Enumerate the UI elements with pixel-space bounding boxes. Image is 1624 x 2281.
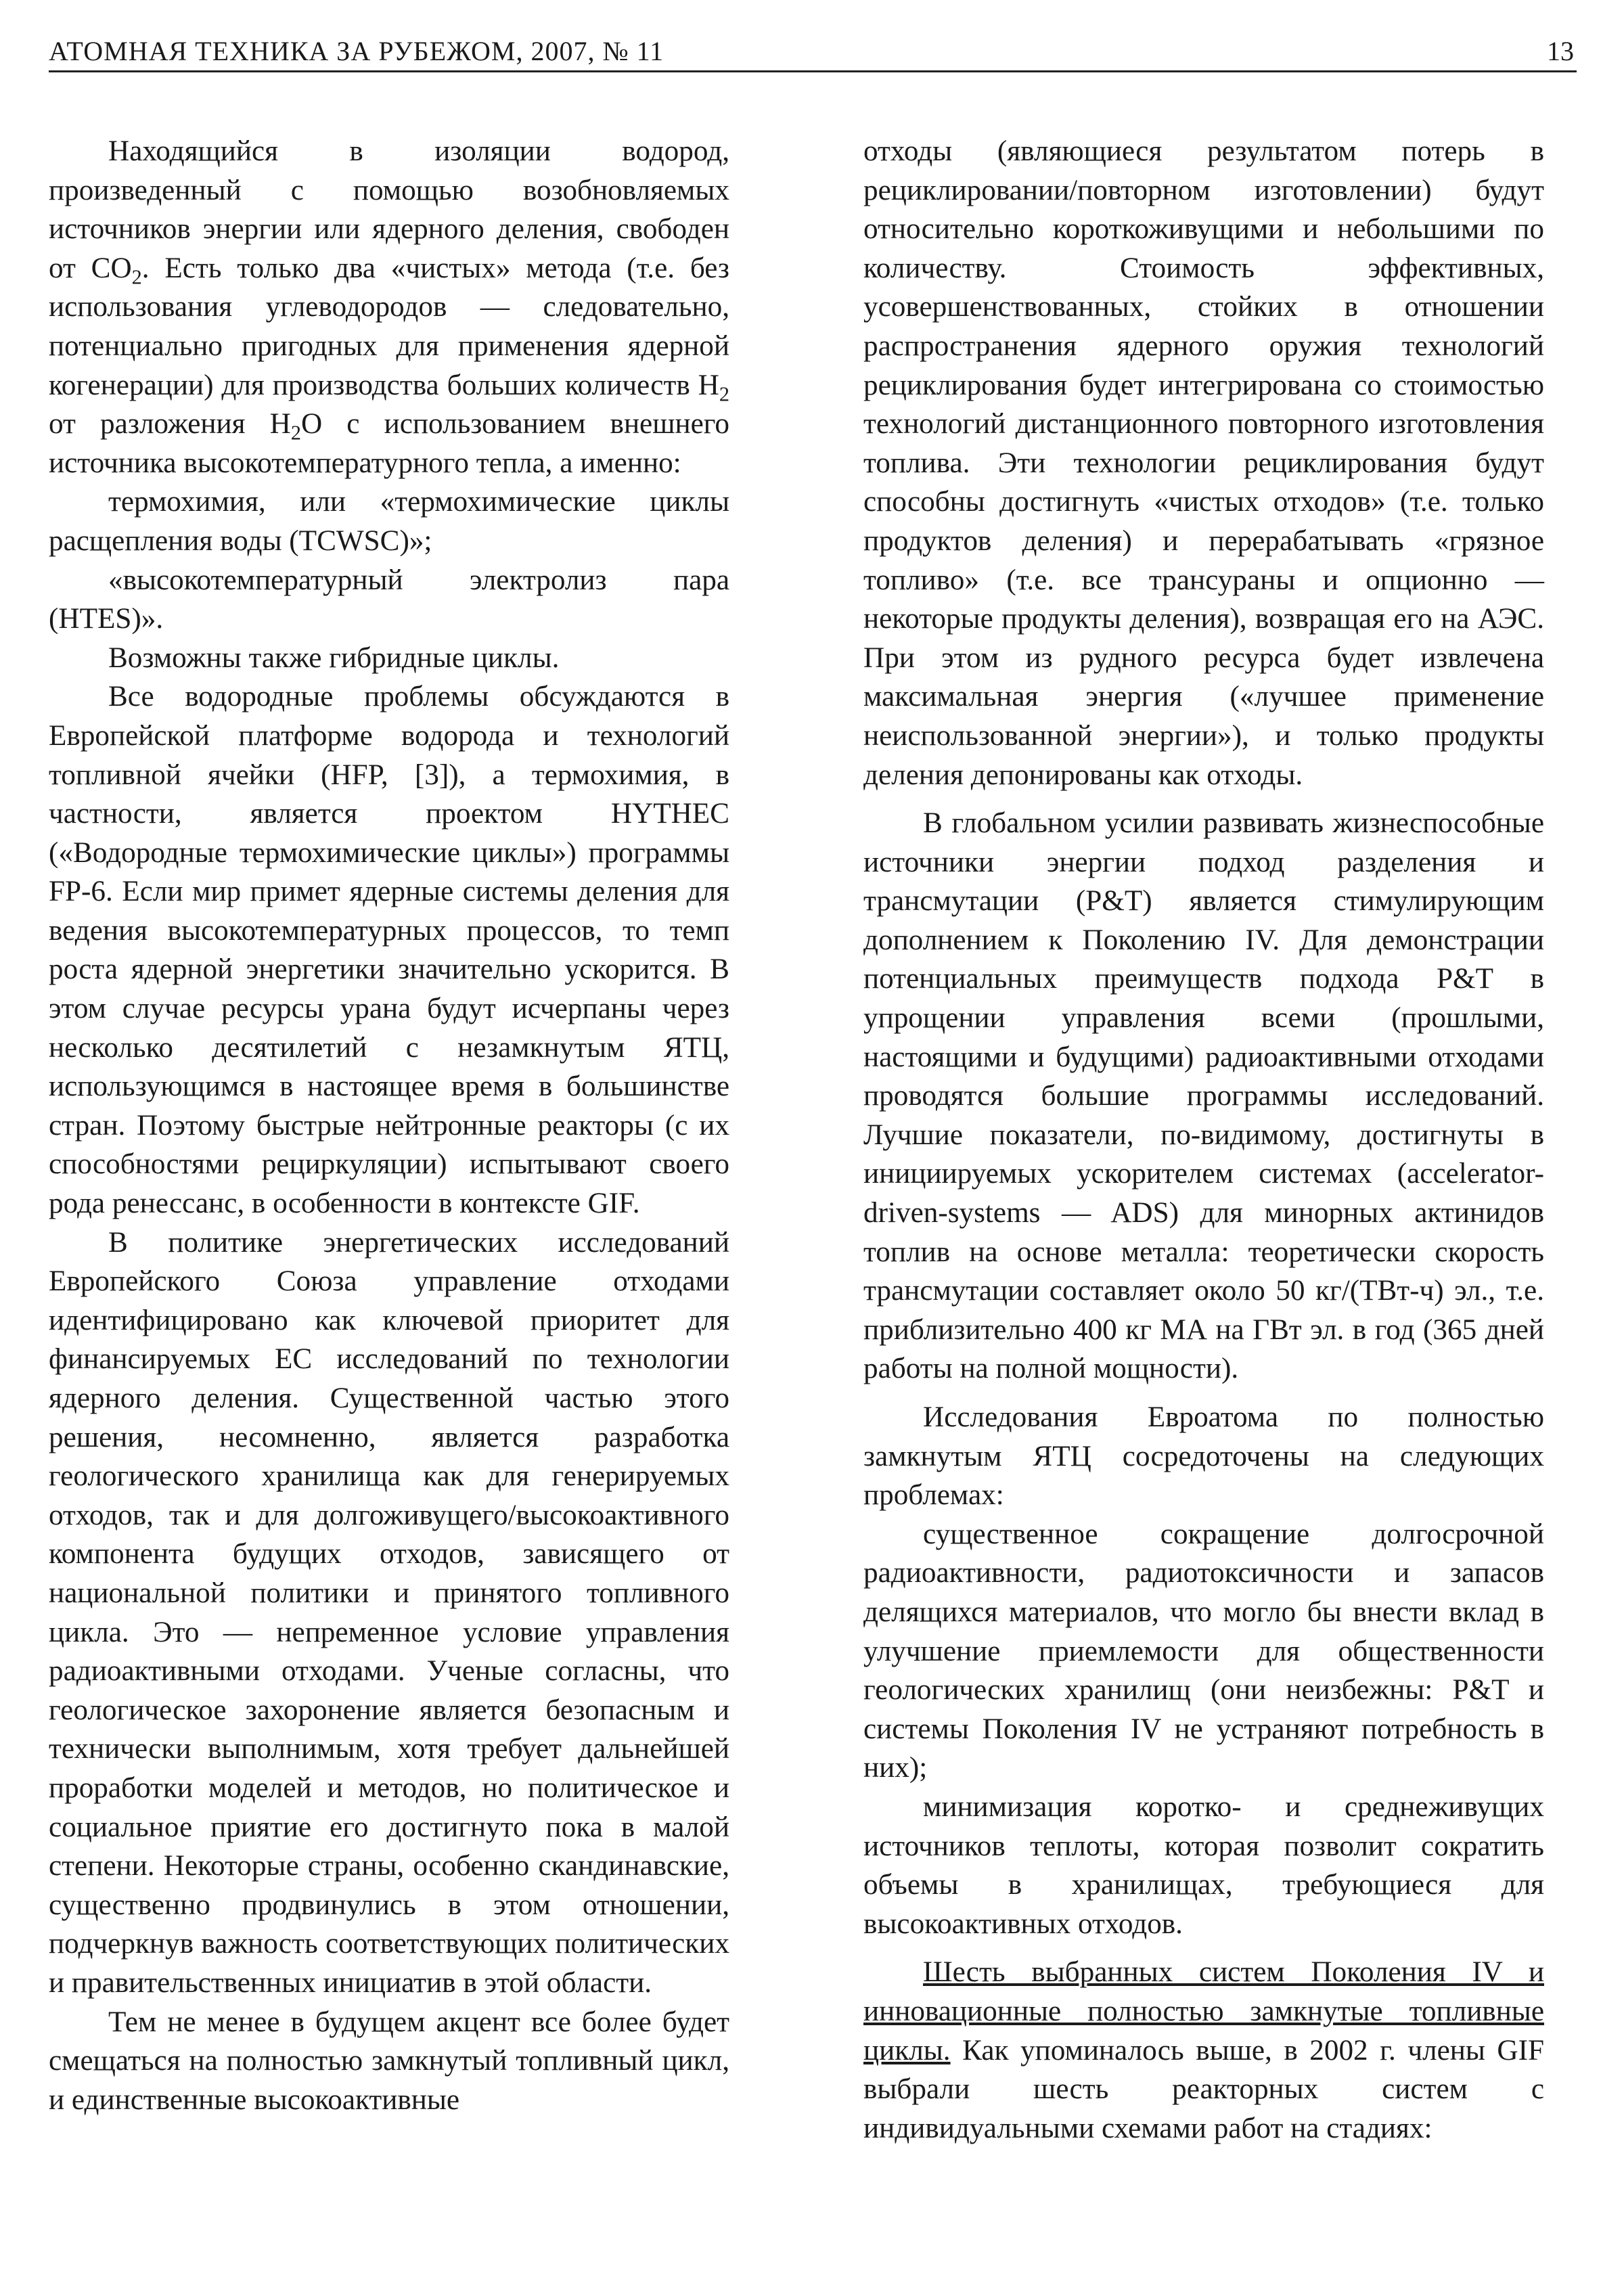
paragraph: В глобальном усилии развивать жизнеспособные источники энергии подход разделения и трансмутации (P&T) является стимулирующим дополнением к Поколению IV. Для демонстрации потенциальных преимуществ подхода P&T в упрощении управления всеми (прошлыми, настоящими и будущими) радиоактивными отходами проводятся большие программы исследований. Лучшие показатели, по-видимому, достигнуты в инициируемых ускорителем системах (accelerator-driven-systems — ADS) для минорных актинидов топлив на основе металла: теоретически скорость трансмутации составляет около 50 кг/(ТВт-ч) эл., т.е. приблизительно 400 кг МА на ГВт эл. в год (365 дней работы на полной мощности). (863, 807, 1544, 1385)
paragraph: существенное сокращение долгосрочной радиоактивности, радиотоксичности и запасов делящихся материалов, что могло бы внести вклад в улучшение приемлемости для общественности геологических хранилищ (они неизбежны: P&T и системы Поколения IV не устраняют потребность в них); (863, 1518, 1544, 1784)
paragraph: минимизация коротко- и среднеживущих источников теплоты, которая позволит сократить объемы в хранилищах, требующиеся для высокоактивных отходов. (863, 1790, 1544, 1940)
paragraph: «высокотемпературный электролиз пара (HTES)». (49, 564, 729, 635)
paragraph: Исследования Евроатома по полностью замкнутым ЯТЦ сосредоточены на следующих проблемах: (863, 1401, 1544, 1512)
paragraph: отходы (являющиеся результатом потерь в рециклировании/повторном изготовлении) будут относительно короткоживущими и небольшими по количеству. Стоимость эффективных, усовершенствованных, стойких в отношении распространения ядерного оружия технологий рециклирования будет интегрирована со стоимостью технологий дистанционного повторного изготовления топлива. Эти технологии рециклирования будут способны достигнуть «чистых отходов» (т.е. только продуктов деления) и перерабатывать «грязное топливо» (т.е. все трансураны и опционно — некоторые продукты деления), возвращая его на АЭС. При этом из рудного ресурса будет извлечена максимальная энергия («лучшее применение неиспользованной энергии»), и только продукты деления депонированы как отходы. (863, 135, 1544, 791)
paragraph: Находящийся в изоляции водород, произведенный с помощью возобновляемых источников энергии или ядерного деления, свободен от $CO_2$. Есть только два «чистых» метода (т.е. без использования углеводородов — следовательно, потенциально пригодных для применения ядерной когенерации) для производства больших количеств $H_2$ от разложения $H_2O$ с использованием внешнего источника высокотемпературного тепла, а именно: (49, 135, 729, 479)
paragraph: термохимия, или «термохимические циклы расщепления воды (TCWSC)»; (49, 486, 729, 557)
journal-title: АТОМНАЯ ТЕХНИКА ЗА РУБЕЖОМ, 2007, № 11 (49, 36, 664, 66)
running-header (49, 30, 1577, 72)
page-number: 13 (1547, 36, 1574, 66)
right-column (863, 132, 1544, 2148)
paragraph: Возможны также гибридные циклы. (108, 641, 560, 674)
section-heading: Шесть выбранных систем Поколения IV и инновационные полностью замкнутые топливные циклы. (863, 1956, 1544, 2067)
paragraph: В политике энергетических исследований Европейского Союза управление отходами идентифицировано как ключевой приоритет для финансируемых ЕС исследований по технологии ядерного деления. Существенной частью этого решения, несомненно, является разработка геологического хранилища как для генерируемых отходов, так и для долгоживущего/высокоактивного компонента будущих отходов, зависящего от национальной политики и принятого топливного цикла. Это — непременное условие управления радиоактивными отходами. Ученые согласны, что геологическое захоронение является безопасным и технически выполнимым, хотя требует дальнейшей проработки моделей и методов, но политическое и социальное приятие его достигнуто пока в малой степени. Некоторые страны, особенно скандинавские, существенно продвинулись в этом отношении, подчеркнув важность соответствующих политических и правительственных инициатив в этой области. (49, 1226, 729, 1999)
paragraph: Шесть выбранных систем Поколения IV и инновационные полностью замкнутые топливные циклы. Как упоминалось выше, в 2002 г. члены GIF выбрали шесть реакторных систем с индивидуальными схемами работ на стадиях: (863, 1956, 1544, 2144)
paragraph: Все водородные проблемы обсуждаются в Европейской платформе водорода и технологий топливной ячейки (HFP, [3]), а термохимия, в частности, является проектом HYTHEC («Водородные термохимические циклы») программы FP-6. Если мир примет ядерные системы деления для ведения высокотемпературных процессов, то темп роста ядерной энергетики значительно ускорится. В этом случае ресурсы урана будут исчерпаны через несколько десятилетий с незамкнутым ЯТЦ, использующимся в настоящее время в большинстве стран. Поэтому быстрые нейтронные реакторы (с их способностями рециркуляции) испытывают своего рода ренессанс, в особенности в контексте GIF. (49, 681, 729, 1220)
paragraph: Тем не менее в будущем акцент все более будет смещаться на полностью замкнутый топливный цикл, и единственные высокоактивные (49, 2006, 729, 2116)
left-column (49, 132, 729, 2119)
